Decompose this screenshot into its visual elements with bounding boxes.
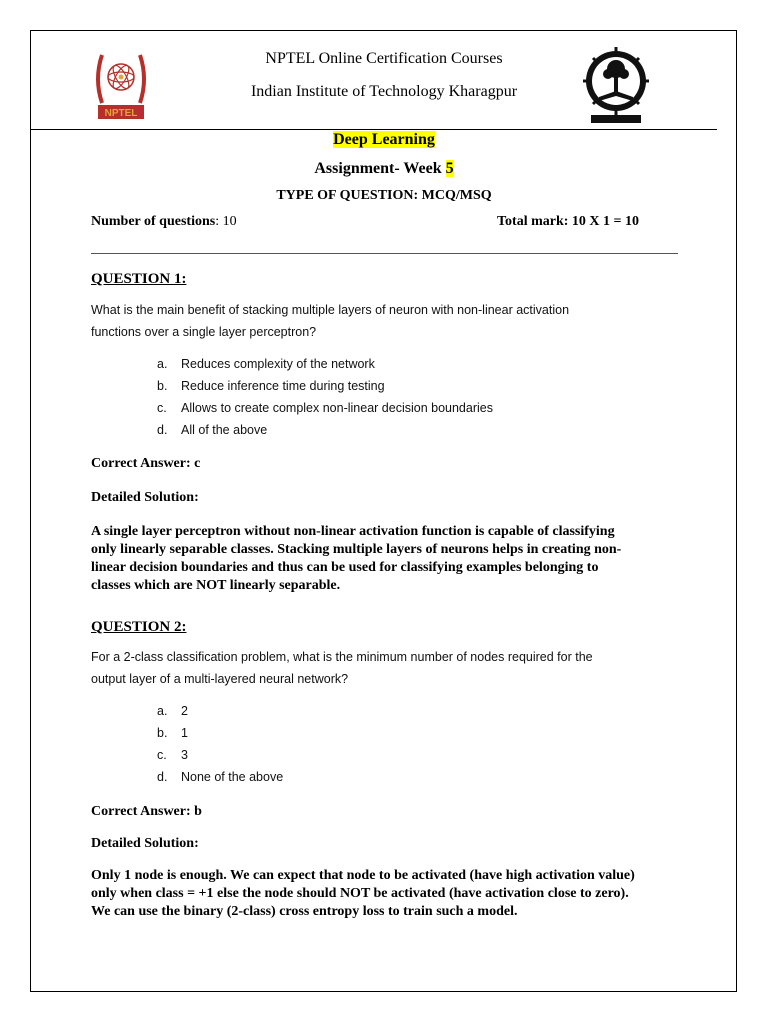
course-title — [0, 131, 768, 149]
question-1-solution-label: Detailed Solution: — [91, 490, 199, 505]
question-1-solution — [91, 523, 671, 595]
question-1-text-line: What is the main benefit of stacking multiple layers of neuron with non-linear activation — [91, 303, 570, 317]
question-1-option-d: d. All of the above — [157, 423, 268, 437]
question-2-option-d: d. None of the above — [157, 770, 284, 784]
header-institute-name: Indian Institute of Technology Kharagpur — [250, 83, 518, 100]
question-2-heading: QUESTION 2: — [91, 619, 187, 635]
question-2-text-line: For a 2-class classification problem, what is the minimum number of nodes required for the — [91, 650, 593, 664]
header-course-title: NPTEL Online Certification Courses — [265, 50, 503, 67]
solution-line: A single layer perceptron without non-linear activation function is capable of classifying — [91, 524, 615, 539]
assignment-title — [0, 160, 768, 178]
number-of-questions — [91, 214, 237, 230]
question-1-option-c: c. Allows to create complex non-linear decision boundaries — [157, 401, 493, 415]
separator-line — [91, 253, 678, 254]
question-2-solution — [91, 867, 671, 921]
solution-line: Only 1 node is enough. We can expect that node to be activated (have high activation value) — [91, 868, 635, 883]
question-2-option-a: a. 2 — [157, 704, 188, 718]
question-1-correct-answer: Correct Answer: c — [91, 456, 201, 471]
question-1-option-b: b. Reduce inference time during testing — [157, 379, 385, 393]
assignment-week: 5 — [445, 160, 454, 177]
number-of-questions-value: : 10 — [215, 214, 237, 229]
solution-line: linear decision boundaries and thus can be used for classifying examples belonging to — [91, 560, 599, 575]
course-title-text: Deep Learning — [333, 131, 435, 148]
solution-line: only when class = +1 else the node should NOT be activated (have activation close to zero). — [91, 886, 629, 901]
total-mark: Total mark: 10 X 1 = 10 — [497, 214, 640, 229]
question-2-solution-label: Detailed Solution: — [91, 836, 199, 851]
question-2-option-b: b. 1 — [157, 726, 188, 740]
question-1-heading: QUESTION 1: — [91, 271, 187, 287]
question-2-option-c: c. 3 — [157, 748, 188, 762]
question-2-text-line: output layer of a multi-layered neural network? — [91, 672, 349, 686]
question-1-text — [91, 299, 681, 343]
question-type: TYPE OF QUESTION: MCQ/MSQ — [276, 188, 492, 203]
nptel-logo-text: NPTEL — [104, 108, 138, 119]
number-of-questions-label: Number of questions — [91, 214, 216, 229]
question-1-text-line: functions over a single layer perceptron? — [91, 325, 317, 339]
solution-line: We can use the binary (2-class) cross entropy loss to train such a model. — [91, 904, 518, 919]
solution-line: only linearly separable classes. Stacking multiple layers of neurons helps in creating non- — [91, 542, 622, 557]
question-2-text — [91, 646, 681, 690]
question-1-option-a: a. Reduces complexity of the network — [157, 357, 375, 371]
question-2-correct-answer: Correct Answer: b — [91, 804, 202, 819]
header-divider — [30, 129, 717, 130]
solution-line: classes which are NOT linearly separable. — [91, 578, 341, 593]
assignment-prefix: Assignment- Week — [314, 160, 446, 177]
